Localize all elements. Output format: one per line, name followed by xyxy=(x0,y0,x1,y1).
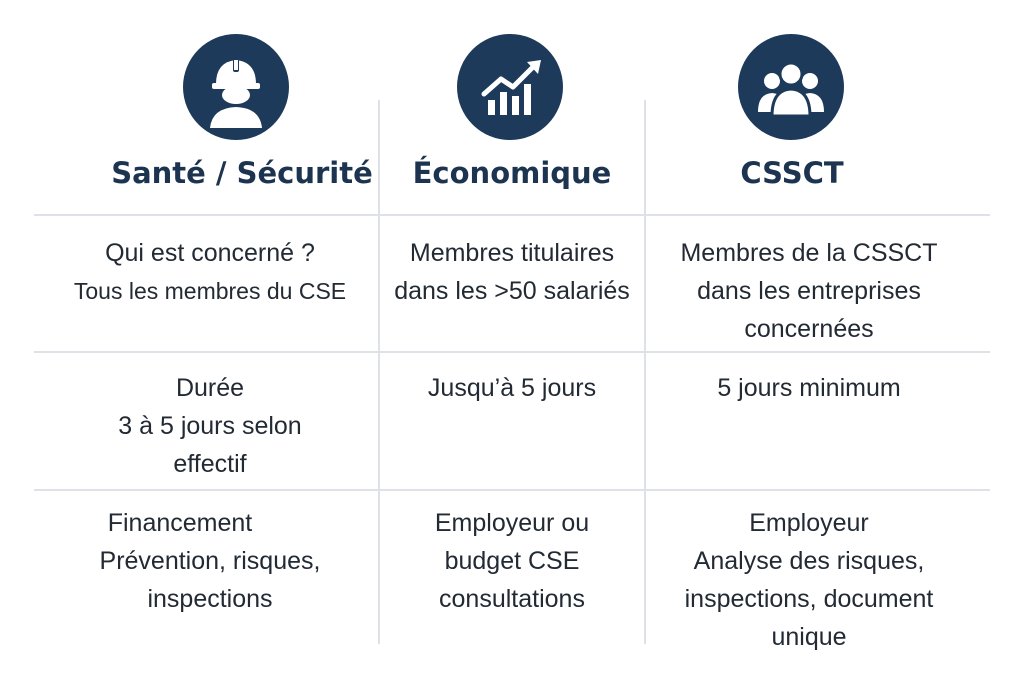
column-header-sante-securite: Santé / Sécurité xyxy=(111,156,373,190)
group-people-icon xyxy=(738,34,844,140)
cell-line: Employeur xyxy=(749,509,869,537)
cell-duree-sante xyxy=(34,369,386,483)
cell-line: inspections, document xyxy=(684,585,934,613)
cell-line: Tous les membres du CSE xyxy=(73,278,347,304)
cell-line: 5 jours minimum xyxy=(717,374,901,402)
cell-line: concernées xyxy=(744,315,874,343)
cell-line: consultations xyxy=(439,585,585,613)
cell-line: Analyse des risques, xyxy=(693,547,925,575)
cell-line: Jusqu’à 5 jours xyxy=(427,374,597,402)
cell-line: budget CSE xyxy=(444,547,580,575)
cell-line: Financement xyxy=(107,509,253,537)
column-header-cssct: CSSCT xyxy=(740,156,844,190)
row-divider xyxy=(34,214,990,216)
cell-line: Membres titulaires xyxy=(409,239,615,267)
cell-line: inspections xyxy=(147,585,273,613)
cell-line: Membres de la CSSCT xyxy=(680,239,938,267)
cell-concernes-sante xyxy=(34,234,386,310)
cell-financement-economique xyxy=(380,504,644,618)
cell-line: effectif xyxy=(173,450,247,478)
cell-financement-sante xyxy=(34,504,386,618)
growth-chart-icon xyxy=(457,34,563,140)
cell-line: dans les entreprises xyxy=(697,277,921,305)
row-divider xyxy=(34,489,990,491)
row-divider xyxy=(34,351,990,353)
column-header-economique: Économique xyxy=(412,156,612,190)
cell-line: Employeur ou xyxy=(434,509,590,537)
cell-line: dans les >50 salariés xyxy=(394,277,630,305)
cell-line: unique xyxy=(771,623,847,651)
cell-concernes-cssct xyxy=(646,234,972,348)
cell-line: Durée xyxy=(175,374,245,402)
cell-financement-cssct xyxy=(646,504,972,656)
worker-hardhat-icon xyxy=(183,34,289,140)
cell-line: Qui est concerné ? xyxy=(105,239,315,267)
cell-line: 3 à 5 jours selon xyxy=(118,412,302,440)
cell-concernes-economique xyxy=(380,234,644,310)
cell-duree-economique xyxy=(380,369,644,407)
cell-line: Prévention, risques, xyxy=(99,547,321,575)
cell-duree-cssct xyxy=(646,369,972,407)
